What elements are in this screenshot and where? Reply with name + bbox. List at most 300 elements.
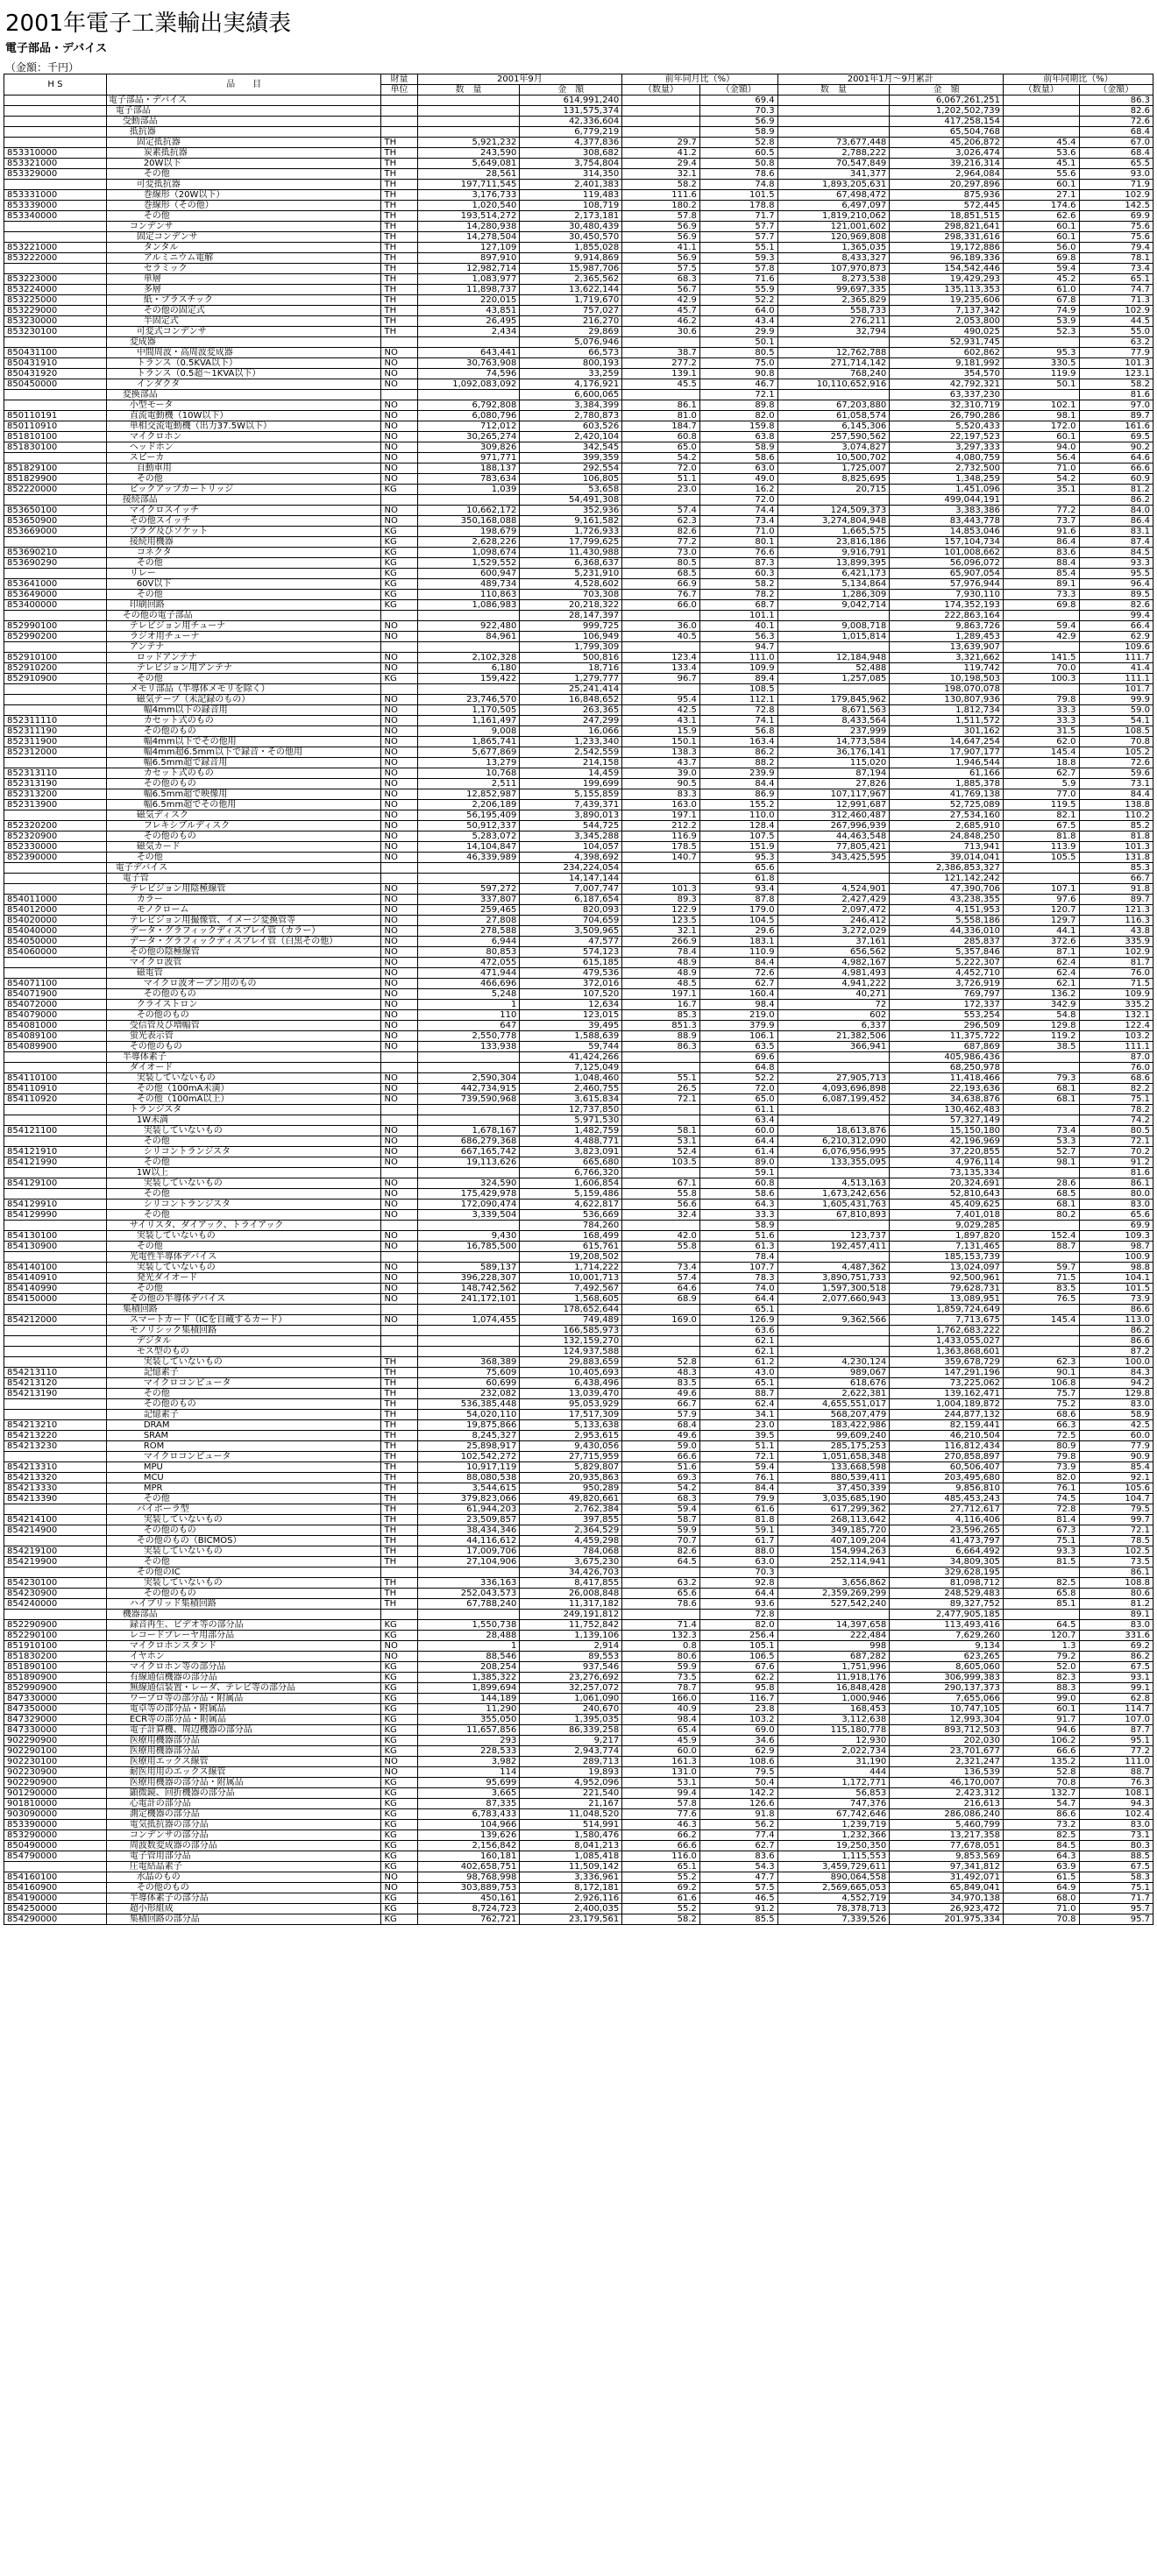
unit-cell: KG	[381, 600, 417, 611]
amount-ratio-ytd-cell: 81.6	[1079, 390, 1153, 400]
qty-sep-cell: 712,012	[417, 421, 520, 432]
amount-sep-cell: 13,622,144	[520, 285, 622, 295]
amount-ratio-ytd-cell: 95.5	[1079, 569, 1153, 579]
table-row	[4, 968, 1153, 979]
amount-ytd-cell: 1,451,096	[890, 485, 1004, 495]
amount-ratio-sep-cell: 91.8	[699, 1809, 777, 1820]
amount-ytd-cell: 20,297,896	[890, 180, 1004, 190]
unit-cell: NO	[381, 1084, 417, 1094]
amount-ratio-sep-cell: 61.6	[699, 1504, 777, 1515]
amount-ytd-cell: 1,859,724,649	[890, 1305, 1004, 1315]
qty-ratio-ytd-cell: 83.6	[1004, 548, 1080, 558]
amount-ratio-ytd-cell: 111.7	[1079, 653, 1153, 663]
qty-ytd-cell: 1,725,007	[777, 464, 890, 474]
amount-sep-cell: 21,167	[520, 1799, 622, 1809]
item-name-cell: ECR等の部分品・附属品	[106, 1715, 381, 1725]
qty-ratio-ytd-cell: 62.0	[1004, 737, 1080, 747]
item-name-cell: その他の半導体デバイス	[106, 1294, 381, 1305]
item-name-cell: プラグ及びソケット	[106, 527, 381, 537]
export-table	[4, 74, 1153, 1925]
amount-ratio-ytd-cell: 65.5	[1079, 159, 1153, 169]
amount-ratio-ytd-cell: 83.0	[1079, 1399, 1153, 1410]
amount-ratio-sep-cell: 62.9	[699, 1746, 777, 1757]
qty-ratio-ytd-cell	[1004, 117, 1080, 127]
amount-ytd-cell: 3,383,386	[890, 506, 1004, 516]
qty-sep-cell: 971,771	[417, 453, 520, 464]
amount-ratio-ytd-cell: 142.5	[1079, 201, 1153, 211]
amount-ytd-cell: 354,570	[890, 369, 1004, 379]
qty-ytd-cell: 52,488	[777, 663, 890, 674]
amount-ratio-ytd-cell: 99.4	[1079, 611, 1153, 621]
qty-ratio-sep-cell	[622, 96, 700, 106]
table-row	[4, 758, 1153, 768]
amount-sep-cell: 11,430,988	[520, 548, 622, 558]
qty-sep-cell: 38,434,346	[417, 1525, 520, 1536]
amount-ratio-ytd-cell: 102.5	[1079, 1546, 1153, 1557]
amount-ratio-sep-cell: 112.1	[699, 695, 777, 705]
amount-sep-cell: 10,405,693	[520, 1368, 622, 1378]
item-name-cell: 変換部品	[106, 390, 381, 400]
qty-ytd-cell: 4,655,551,017	[777, 1399, 890, 1410]
amount-sep-cell: 16,066	[520, 726, 622, 737]
hs-code-cell: 902290100	[4, 1746, 107, 1757]
qty-ratio-sep-cell: 131.0	[622, 1767, 700, 1778]
table-row	[4, 810, 1153, 821]
amount-ratio-ytd-cell: 77.2	[1079, 1746, 1153, 1757]
qty-ratio-ytd-cell: 76.1	[1004, 1483, 1080, 1494]
amount-ratio-ytd-cell: 105.6	[1079, 1483, 1153, 1494]
amount-ratio-ytd-cell: 93.0	[1079, 169, 1153, 180]
item-name-cell: 超小形組成	[106, 1904, 381, 1914]
hs-code-cell	[4, 1536, 107, 1546]
item-name-cell: 録音再生、ビデオ等の部分品	[106, 1620, 381, 1631]
qty-ratio-sep-cell: 57.9	[622, 1410, 700, 1420]
qty-ytd-cell: 6,421,173	[777, 569, 890, 579]
item-name-cell: 電卓等の部分品・附属品	[106, 1704, 381, 1715]
hs-code-cell: 851890900	[4, 1673, 107, 1683]
table-row	[4, 1305, 1153, 1315]
unit-cell: TH	[381, 1399, 417, 1410]
qty-ratio-sep-cell: 123.5	[622, 916, 700, 926]
qty-ytd-cell: 77,805,421	[777, 842, 890, 853]
qty-ratio-sep-cell: 54.2	[622, 453, 700, 464]
qty-ratio-ytd-cell: 79.8	[1004, 695, 1080, 705]
qty-sep-cell: 6,792,808	[417, 400, 520, 411]
amount-ratio-sep-cell: 34.1	[699, 1410, 777, 1420]
unit-cell: KG	[381, 1620, 417, 1631]
item-name-cell: フレキシブルディスク	[106, 821, 381, 832]
unit-cell: NO	[381, 895, 417, 905]
qty-sep-cell: 127,109	[417, 243, 520, 253]
amount-ratio-sep-cell: 72.8	[699, 1610, 777, 1620]
qty-sep-cell	[417, 127, 520, 138]
amount-ratio-ytd-cell: 109.9	[1079, 989, 1153, 1000]
amount-ratio-ytd-cell: 78.2	[1079, 1105, 1153, 1115]
item-name-cell: テレビジョン用陰極線管	[106, 884, 381, 895]
amount-ytd-cell: 23,701,677	[890, 1746, 1004, 1757]
unit-cell: NO	[381, 1284, 417, 1294]
qty-ratio-sep-cell: 32.4	[622, 1210, 700, 1221]
unit-cell: KG	[381, 1694, 417, 1704]
unit-cell: TH	[381, 274, 417, 285]
qty-ytd-cell: 341,377	[777, 169, 890, 180]
unit-cell: TH	[381, 1420, 417, 1431]
qty-sep-cell: 8,724,723	[417, 1904, 520, 1914]
amount-sep-cell: 249,191,812	[520, 1610, 622, 1620]
amount-sep-cell: 166,585,973	[520, 1326, 622, 1336]
table-row	[4, 159, 1153, 169]
item-name-cell: 光電性半導体デバイス	[106, 1252, 381, 1263]
qty-sep-cell: 5,649,081	[417, 159, 520, 169]
qty-ytd-cell: 121,001,602	[777, 222, 890, 232]
amount-ratio-ytd-cell: 83.1	[1079, 527, 1153, 537]
hs-code-cell: 851890100	[4, 1662, 107, 1673]
qty-sep-cell: 589,137	[417, 1263, 520, 1273]
amount-ytd-cell: 7,131,465	[890, 1242, 1004, 1252]
amount-ratio-sep-cell: 46.7	[699, 379, 777, 390]
table-row	[4, 1242, 1153, 1252]
qty-ytd-cell: 9,042,714	[777, 600, 890, 611]
qty-sep-cell: 30,763,908	[417, 358, 520, 369]
qty-sep-cell: 471,944	[417, 968, 520, 979]
item-name-cell: コンデンサの部分品	[106, 1830, 381, 1841]
item-name-cell: メモリ部品（半導体メモリを除く）	[106, 684, 381, 695]
amount-ratio-sep-cell: 51.1	[699, 1441, 777, 1452]
qty-ratio-sep-cell: 65.6	[622, 1589, 700, 1599]
amount-ytd-cell: 2,732,500	[890, 464, 1004, 474]
qty-ratio-ytd-cell	[1004, 1115, 1080, 1126]
qty-ratio-sep-cell: 123.4	[622, 653, 700, 663]
qty-sep-cell: 74,596	[417, 369, 520, 379]
qty-sep-cell: 324,590	[417, 1178, 520, 1189]
amount-ytd-cell: 41,769,138	[890, 789, 1004, 800]
amount-ratio-sep-cell: 64.0	[699, 306, 777, 316]
qty-sep-cell: 450,161	[417, 1893, 520, 1904]
unit-cell: NO	[381, 400, 417, 411]
item-name-cell: 圧電結晶素子	[106, 1862, 381, 1872]
qty-ratio-sep-cell: 41.2	[622, 148, 700, 159]
amount-ratio-ytd-cell: 76.0	[1079, 968, 1153, 979]
qty-ratio-sep-cell: 51.6	[622, 1462, 700, 1473]
hs-code-cell	[4, 684, 107, 695]
amount-ytd-cell: 4,116,406	[890, 1515, 1004, 1525]
table-row	[4, 390, 1153, 400]
qty-ytd-cell: 8,273,538	[777, 274, 890, 285]
amount-ratio-sep-cell: 219.0	[699, 1010, 777, 1021]
qty-ratio-ytd-cell: 38.5	[1004, 1042, 1080, 1052]
item-name-cell: 20W以下	[106, 159, 381, 169]
amount-ratio-ytd-cell: 91.8	[1079, 884, 1153, 895]
table-row	[4, 106, 1153, 117]
qty-ratio-ytd-cell: 81.5	[1004, 1557, 1080, 1568]
amount-sep-cell: 15,987,706	[520, 264, 622, 274]
amount-ytd-cell: 34,970,138	[890, 1893, 1004, 1904]
qty-ratio-ytd-cell: 84.5	[1004, 1841, 1080, 1851]
table-body	[4, 96, 1153, 1925]
qty-ratio-ytd-cell: 67.3	[1004, 1525, 1080, 1536]
qty-sep-cell: 11,898,737	[417, 285, 520, 295]
qty-sep-cell: 43,851	[417, 306, 520, 316]
qty-ratio-sep-cell: 122.9	[622, 905, 700, 916]
amount-sep-cell: 39,495	[520, 1021, 622, 1031]
amount-ratio-sep-cell: 93.6	[699, 1599, 777, 1610]
amount-ratio-ytd-cell: 58.9	[1079, 1410, 1153, 1420]
amount-sep-cell: 17,517,309	[520, 1410, 622, 1420]
amount-ytd-cell: 290,137,373	[890, 1683, 1004, 1694]
unit-cell: NO	[381, 810, 417, 821]
amount-ratio-ytd-cell: 113.0	[1079, 1315, 1153, 1326]
amount-ratio-sep-cell: 84.4	[699, 779, 777, 789]
qty-ratio-sep-cell: 23.0	[622, 485, 700, 495]
amount-ytd-cell: 46,210,504	[890, 1431, 1004, 1441]
qty-ytd-cell: 276,211	[777, 316, 890, 327]
hs-code-cell: 847330000	[4, 1694, 107, 1704]
unit-cell: NO	[381, 369, 417, 379]
qty-ratio-sep-cell: 56.9	[622, 222, 700, 232]
unit-cell: NO	[381, 768, 417, 779]
unit-cell: NO	[381, 1883, 417, 1893]
qty-ratio-sep-cell: 55.2	[622, 1904, 700, 1914]
amount-ytd-cell: 147,291,196	[890, 1368, 1004, 1378]
amount-ratio-ytd-cell: 84.0	[1079, 506, 1153, 516]
qty-ratio-sep-cell	[622, 1326, 700, 1336]
item-name-cell: 受信管及び増幅管	[106, 1021, 381, 1031]
qty-ratio-ytd-cell: 102.1	[1004, 400, 1080, 411]
unit-cell: TH	[381, 1431, 417, 1441]
unit-cell: TH	[381, 1504, 417, 1515]
hs-code-cell: 854150000	[4, 1294, 107, 1305]
amount-sep-cell: 17,799,625	[520, 537, 622, 548]
hs-code-cell: 854230900	[4, 1589, 107, 1599]
hs-code-cell: 854190000	[4, 1893, 107, 1904]
qty-ratio-ytd-cell: 136.2	[1004, 989, 1080, 1000]
qty-ratio-sep-cell: 66.7	[622, 1399, 700, 1410]
table-row	[4, 348, 1153, 358]
amount-ratio-sep-cell: 50.1	[699, 337, 777, 348]
hs-code-cell: 853690210	[4, 548, 107, 558]
hs-code-cell	[4, 1063, 107, 1073]
qty-ratio-ytd-cell: 72.8	[1004, 1504, 1080, 1515]
amount-ratio-ytd-cell: 104.7	[1079, 1494, 1153, 1504]
qty-ratio-ytd-cell: 81.8	[1004, 832, 1080, 842]
table-row	[4, 1525, 1153, 1536]
amount-ratio-sep-cell: 43.4	[699, 316, 777, 327]
amount-ytd-cell: 623,265	[890, 1652, 1004, 1662]
qty-sep-cell: 1,899,694	[417, 1683, 520, 1694]
amount-sep-cell: 32,257,072	[520, 1683, 622, 1694]
amount-ratio-ytd-cell: 97.0	[1079, 400, 1153, 411]
item-name-cell: スマートカード（ICを自蔵するカード）	[106, 1315, 381, 1326]
amount-ytd-cell: 17,907,177	[890, 747, 1004, 758]
amount-ratio-ytd-cell: 44.5	[1079, 316, 1153, 327]
table-row	[4, 527, 1153, 537]
amount-ratio-ytd-cell: 72.1	[1079, 1525, 1153, 1536]
qty-ratio-sep-cell: 52.8	[622, 1357, 700, 1368]
table-row	[4, 117, 1153, 127]
amount-ytd-cell: 136,539	[890, 1767, 1004, 1778]
table-row	[4, 1189, 1153, 1200]
unit-cell: NO	[381, 1126, 417, 1136]
qty-ytd-cell: 2,788,222	[777, 148, 890, 159]
table-row	[4, 1263, 1153, 1273]
amount-ratio-sep-cell: 55.9	[699, 285, 777, 295]
item-name-cell: 心電計の部分品	[106, 1799, 381, 1809]
table-row	[4, 632, 1153, 642]
amount-ratio-ytd-cell: 86.6	[1079, 1336, 1153, 1347]
amount-ratio-sep-cell: 72.6	[699, 968, 777, 979]
unit-cell: NO	[381, 1757, 417, 1767]
amount-ratio-sep-cell: 54.3	[699, 1862, 777, 1872]
table-row	[4, 537, 1153, 548]
amount-sep-cell: 11,752,842	[520, 1620, 622, 1631]
amount-ratio-sep-cell: 93.4	[699, 884, 777, 895]
item-name-cell: 医療用機器部分品	[106, 1746, 381, 1757]
amount-ratio-ytd-cell: 114.7	[1079, 1704, 1153, 1715]
unit-cell: KG	[381, 1662, 417, 1673]
amount-sep-cell: 1,061,090	[520, 1694, 622, 1704]
amount-sep-cell: 5,231,910	[520, 569, 622, 579]
amount-sep-cell: 27,715,959	[520, 1452, 622, 1462]
item-name-cell: その他の陰極線管	[106, 947, 381, 958]
item-name-cell: 機器部品	[106, 1610, 381, 1620]
hs-code-cell	[4, 705, 107, 716]
item-name-cell: カセット式のもの	[106, 768, 381, 779]
unit-cell: TH	[381, 306, 417, 316]
amount-ratio-ytd-cell: 69.2	[1079, 1641, 1153, 1652]
item-name-cell: モノクローム	[106, 905, 381, 916]
amount-sep-cell: 2,460,755	[520, 1084, 622, 1094]
table-row	[4, 1631, 1153, 1641]
amount-ytd-cell: 4,080,759	[890, 453, 1004, 464]
amount-sep-cell: 124,937,588	[520, 1347, 622, 1357]
qty-sep-cell: 2,590,304	[417, 1073, 520, 1084]
item-name-cell: テレビジョン用アンテナ	[106, 663, 381, 674]
item-name-cell: 紙・プラスチック	[106, 295, 381, 306]
amount-ytd-cell: 73,135,334	[890, 1168, 1004, 1178]
item-name-cell: サイリスタ、ダイアック、トライアック	[106, 1221, 381, 1231]
qty-ratio-ytd-cell: 82.1	[1004, 810, 1080, 821]
amount-sep-cell: 784,260	[520, 1221, 622, 1231]
amount-ratio-sep-cell: 57.7	[699, 222, 777, 232]
qty-ytd-cell: 1,819,210,062	[777, 211, 890, 222]
qty-ytd-cell: 4,230,124	[777, 1357, 890, 1368]
unit-cell: NO	[381, 506, 417, 516]
qty-ratio-ytd-cell: 1.3	[1004, 1641, 1080, 1652]
hs-code-cell: 853230100	[4, 327, 107, 337]
hs-code-cell: 854050000	[4, 937, 107, 947]
qty-ratio-ytd-cell: 72.5	[1004, 1431, 1080, 1441]
amount-ratio-sep-cell: 52.2	[699, 295, 777, 306]
qty-sep-cell	[417, 1063, 520, 1073]
unit-cell	[381, 1610, 417, 1620]
item-name-cell: マイクロスイッチ	[106, 506, 381, 516]
amount-ratio-sep-cell: 101.1	[699, 611, 777, 621]
amount-sep-cell: 372,016	[520, 979, 622, 989]
hs-code-cell: 852320200	[4, 821, 107, 832]
amount-sep-cell: 1,482,759	[520, 1126, 622, 1136]
qty-sep-cell: 368,389	[417, 1357, 520, 1368]
table-row	[4, 243, 1153, 253]
qty-ratio-ytd-cell: 66.6	[1004, 1746, 1080, 1757]
unit-cell: NO	[381, 1210, 417, 1221]
qty-ytd-cell: 3,274,804,948	[777, 516, 890, 527]
hs-code-cell: 854214900	[4, 1525, 107, 1536]
unit-cell: KG	[381, 1820, 417, 1830]
qty-sep-cell: 16,785,500	[417, 1242, 520, 1252]
table-row	[4, 989, 1153, 1000]
amount-ratio-sep-cell: 50.8	[699, 159, 777, 169]
amount-ytd-cell: 270,858,897	[890, 1452, 1004, 1462]
qty-ratio-sep-cell: 69.3	[622, 1473, 700, 1483]
amount-sep-cell: 1,799,309	[520, 642, 622, 653]
item-name-cell: 医療用エックス線管	[106, 1757, 381, 1767]
qty-sep-cell: 1,083,977	[417, 274, 520, 285]
amount-ratio-ytd-cell: 89.1	[1079, 1610, 1153, 1620]
amount-ratio-sep-cell: 56.9	[699, 117, 777, 127]
unit-cell: NO	[381, 632, 417, 642]
amount-ratio-ytd-cell: 90.9	[1079, 1452, 1153, 1462]
unit-cell: KG	[381, 674, 417, 684]
amount-ratio-ytd-cell: 79.4	[1079, 243, 1153, 253]
item-name-cell: その他	[106, 1189, 381, 1200]
qty-sep-cell: 88,080,538	[417, 1473, 520, 1483]
item-name-cell: 耐医用用のエックス線管	[106, 1767, 381, 1778]
qty-sep-cell: 1,074,455	[417, 1315, 520, 1326]
amount-ytd-cell: 286,086,240	[890, 1809, 1004, 1820]
qty-ratio-ytd-cell: 145.4	[1004, 1315, 1080, 1326]
qty-sep-cell: 1,170,505	[417, 705, 520, 716]
qty-ytd-cell: 70,547,849	[777, 159, 890, 169]
qty-sep-cell: 1	[417, 1641, 520, 1652]
qty-ytd-cell: 4,981,493	[777, 968, 890, 979]
unit-cell	[381, 96, 417, 106]
amount-sep-cell: 33,259	[520, 369, 622, 379]
table-row	[4, 1715, 1153, 1725]
amount-ratio-ytd-cell: 86.4	[1079, 516, 1153, 527]
qty-ratio-sep-cell: 59.0	[622, 1441, 700, 1452]
amount-ratio-sep-cell: 60.3	[699, 569, 777, 579]
hs-code-cell: 852313200	[4, 789, 107, 800]
amount-sep-cell: 49,820,661	[520, 1494, 622, 1504]
unit-cell: NO	[381, 726, 417, 737]
amount-ratio-ytd-cell: 78.1	[1079, 253, 1153, 264]
qty-ratio-sep-cell: 98.4	[622, 1715, 700, 1725]
qty-ytd-cell: 1,893,205,631	[777, 180, 890, 190]
item-name-cell: 幅4mm以下の録音用	[106, 705, 381, 716]
amount-sep-cell: 53,658	[520, 485, 622, 495]
amount-sep-cell: 6,779,219	[520, 127, 622, 138]
qty-ytd-cell: 4,513,163	[777, 1178, 890, 1189]
qty-ytd-cell: 115,180,778	[777, 1725, 890, 1736]
amount-ratio-sep-cell: 58.2	[699, 579, 777, 590]
table-row	[4, 1221, 1153, 1231]
amount-sep-cell: 214,158	[520, 758, 622, 768]
hs-code-cell	[4, 884, 107, 895]
qty-ratio-sep-cell: 58.7	[622, 1515, 700, 1525]
qty-sep-cell: 5,677,869	[417, 747, 520, 758]
qty-sep-cell: 252,043,573	[417, 1589, 520, 1599]
unit-cell: KG	[381, 590, 417, 600]
table-row	[4, 1273, 1153, 1284]
item-name-cell: トランス（0.5超〜1KVA以下）	[106, 369, 381, 379]
amount-ratio-ytd-cell: 101.3	[1079, 358, 1153, 369]
amount-sep-cell: 9,217	[520, 1736, 622, 1746]
qty-ratio-ytd-cell: 68.6	[1004, 1410, 1080, 1420]
item-name-cell: アンテナ	[106, 642, 381, 653]
qty-ratio-ytd-cell: 73.3	[1004, 590, 1080, 600]
qty-ytd-cell: 7,339,526	[777, 1914, 890, 1925]
amount-ytd-cell: 61,166	[890, 768, 1004, 779]
